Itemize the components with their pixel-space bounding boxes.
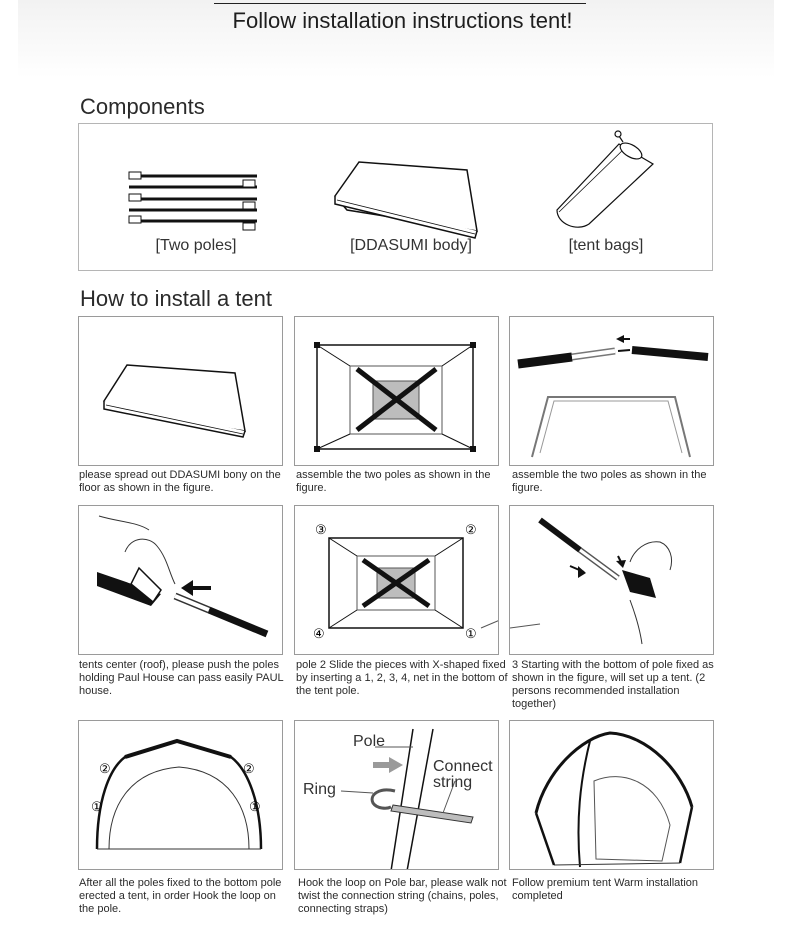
poles-x-layout (295, 317, 499, 466)
connect-label: Connect (433, 758, 493, 775)
marker-2: ② (465, 522, 477, 537)
component-label-body: [DDASUMI body] (350, 237, 472, 254)
marker-1-right: ① (249, 799, 261, 814)
step-1-figure (78, 316, 283, 466)
pole-label: Pole (353, 733, 386, 750)
push-pole-illustration (79, 506, 283, 655)
step-8-caption: Hook the loop on Pole bar, please walk not twist the connection string (chains, poles, connecting straps) (298, 877, 507, 915)
poles-illustration (129, 176, 257, 221)
step-6-figure (509, 505, 714, 655)
marker-4: ④ (313, 626, 325, 641)
step-3-caption: assemble the two poles as shown in the figure. (512, 469, 707, 494)
step-4-figure (78, 505, 283, 655)
tent-body-illustration (335, 162, 477, 238)
step-2-caption: assemble the two poles as shown in the figure. (296, 469, 491, 494)
marker-3: ③ (315, 522, 327, 537)
step-3-figure (509, 316, 714, 466)
step-7-caption: After all the poles fixed to the bottom pole erected a tent, in order Hook the loop on the pole. (79, 877, 282, 915)
step-1-caption: please spread out DDASUMI bony on the floor as shown in the figure. (79, 469, 281, 494)
step-5-figure (294, 505, 499, 655)
components-heading: Components (80, 94, 205, 119)
page-title: Follow installation instructions tent! (232, 8, 573, 33)
step-8-figure (294, 720, 499, 870)
header-rule (214, 3, 586, 4)
marker-2-right: ② (243, 761, 255, 776)
component-label-poles: [Two poles] (155, 237, 237, 254)
x-pole-numbered-layout (295, 506, 499, 655)
completed-tent-illustration (510, 721, 714, 870)
hook-loop-illustration (295, 721, 499, 870)
tent-erected-illustration (79, 721, 283, 870)
ring-label: Ring (303, 781, 336, 798)
components-panel (78, 123, 713, 271)
marker-2-left: ② (99, 761, 111, 776)
component-label-bags: [tent bags] (568, 237, 644, 254)
step-4-caption: tents center (roof), please push the poles holding Paul House can pass easily PAUL house. (79, 659, 284, 697)
install-heading: How to install a tent (80, 286, 272, 311)
marker-1-left: ① (91, 799, 103, 814)
marker-1: ① (465, 626, 477, 641)
pole-bottom-fix-illustration (510, 506, 714, 655)
tent-bag-illustration (557, 131, 653, 227)
step-6-caption: 3 Starting with the bottom of pole fixed as shown in the figure, will set up a tent. (2 persons recommended installation together) (512, 659, 714, 710)
step-2-figure (294, 316, 499, 466)
spread-body-illustration (79, 317, 283, 466)
step-7-figure (78, 720, 283, 870)
step-5-caption: pole 2 Slide the pieces with X-shaped fixed by inserting a 1, 2, 3, 4, net in the bottom of the tent pole. (296, 659, 508, 697)
step-9-caption: Follow premium tent Warm installation completed (512, 877, 699, 902)
pole-join-illustration (510, 317, 714, 466)
string-label: string (433, 774, 473, 791)
step-9-figure (509, 720, 714, 870)
